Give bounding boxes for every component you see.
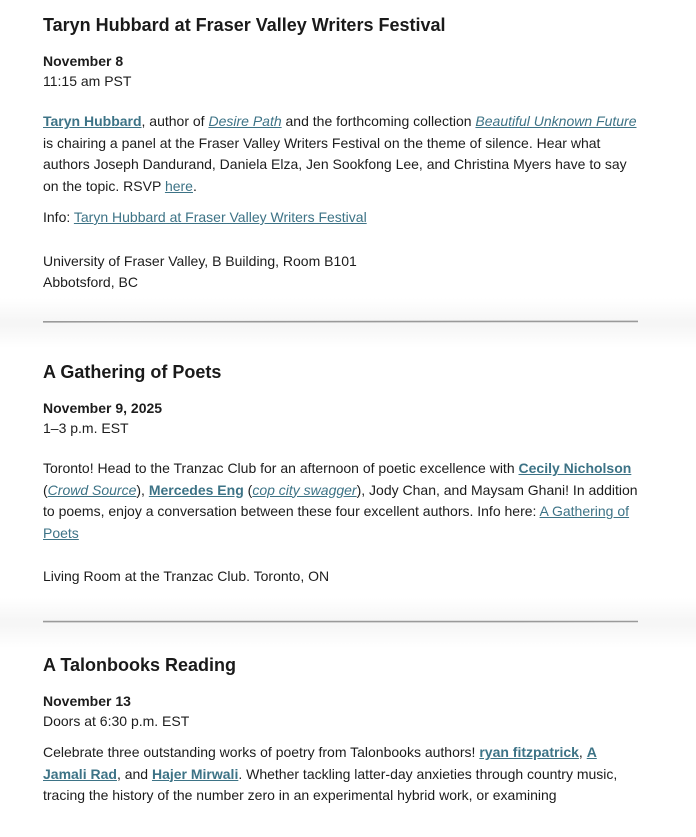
- event-date: November 13: [43, 693, 131, 709]
- text-fragment: and the forthcoming collection: [281, 113, 476, 129]
- event-time: Doors at 6:30 p.m. EST: [43, 713, 190, 729]
- info-label: Info:: [43, 209, 74, 225]
- text-fragment: (: [243, 481, 253, 498]
- author-link-cecily-nicholson[interactable]: Cecily Nicholson: [518, 460, 632, 476]
- book-link-beautiful-unknown-future[interactable]: Beautiful Unknown Future: [475, 113, 637, 129]
- book-link-desire-path[interactable]: Desire Path: [208, 113, 282, 129]
- author-link-taryn-hubbard[interactable]: Taryn Hubbard: [43, 113, 142, 129]
- section-divider: [43, 620, 638, 623]
- text-fragment: . Whether tackling latter-day anxieties through country music, tracing the history of the number zero in an experimental hybrid work, or examining: [43, 765, 618, 803]
- event-info: [43, 207, 643, 229]
- book-link-cop-city-swagger[interactable]: cop city swagger: [252, 481, 357, 498]
- venue-line: Living Room at the Tranzac Club. Toronto, ON: [43, 568, 330, 584]
- author-link-hajer-mirwali[interactable]: Hajer Mirwali: [151, 765, 239, 782]
- author-link-a-jamali-rad[interactable]: A Jamali Rad: [43, 744, 597, 782]
- event-date: November 8: [43, 53, 124, 69]
- section-divider: [43, 320, 638, 323]
- event-card: [43, 14, 643, 294]
- event-time: 1–3 p.m. EST: [43, 420, 129, 436]
- text-fragment: is chairing a panel at the Fraser Valley Writers Festival on the theme of silence. Hear what authors Joseph Dandurand, Daniela Elza, Jen Sookfong Lee, and Christina Myers have to say on the topic. RSVP: [43, 134, 627, 194]
- text-fragment: (: [43, 481, 48, 498]
- text-fragment: ,: [578, 744, 587, 760]
- event-card: [43, 361, 643, 588]
- text-fragment: Celebrate three outstanding works of poetry from Talonbooks authors!: [43, 744, 480, 760]
- author-link-ryan-fitzpatrick[interactable]: ryan fitzpatrick: [479, 744, 579, 760]
- book-link-crowd-source[interactable]: Crowd Source: [47, 481, 137, 498]
- text-fragment: Toronto! Head to the Tranzac Club for an afternoon of poetic excellence with: [43, 460, 519, 476]
- section-band: [0, 298, 696, 348]
- text-fragment: .: [192, 177, 197, 194]
- event-title: A Gathering of Poets: [43, 362, 222, 382]
- text-fragment: ), Jody Chan, and Maysam Ghani! In addition to poems, enjoy a conversation between these four excellent authors. Info here:: [43, 481, 638, 519]
- info-link[interactable]: Taryn Hubbard at Fraser Valley Writers Festival: [73, 209, 367, 225]
- venue-city: Abbotsford, BC: [43, 274, 138, 290]
- event-title: Taryn Hubbard at Fraser Valley Writers Festival: [43, 15, 446, 35]
- event-date: November 9, 2025: [43, 400, 163, 416]
- venue-line: University of Fraser Valley, B Building, Room B101: [43, 252, 357, 269]
- event-description: [43, 111, 643, 197]
- text-fragment: ),: [136, 481, 149, 498]
- event-title: A Talonbooks Reading: [43, 655, 237, 675]
- author-link-mercedes-eng[interactable]: Mercedes Eng: [148, 481, 244, 498]
- event-card: [43, 654, 643, 807]
- info-link[interactable]: A Gathering of Poets: [43, 503, 630, 541]
- section-band: [0, 598, 696, 648]
- event-description: [43, 742, 643, 807]
- event-time: 11:15 am PST: [43, 73, 132, 89]
- rsvp-link[interactable]: here: [164, 177, 193, 194]
- event-description: [43, 458, 643, 544]
- text-fragment: , and: [116, 765, 152, 782]
- text-fragment: , author of: [141, 113, 209, 129]
